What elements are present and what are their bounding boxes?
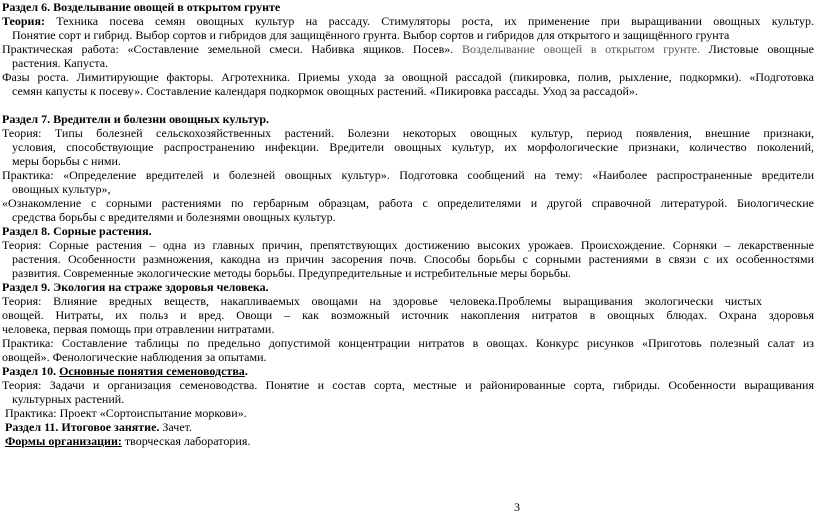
section-6-theory-line-2: Понятие сорт и гибрид. Выбор сортов и гибридов для защищённого грунта. Выбор сортов и гибридов для открытого и защищённого грунта [12,28,730,42]
section-7-heading: Раздел 7. Вредители и болезни овощных культур. [2,112,270,126]
section-8-theory-line-1: Теория: Сорные растения – одна из главных причин, препятствующих достижению высоких урожаев. Происхождение. Сорняки – лекарственные [2,238,814,252]
section-7-practice-line-2: овощных культур», [12,182,111,196]
section-6-practice-line-1: Практическая работа: «Составление земельной смеси. Набивка ящиков. Посев». Возделывание овощей в открытом грунте. Листовые овощные [2,42,815,56]
section-7-theory-line-1: Теория: Типы болезней сельскохозяйственных растений. Болезни некоторых овощных культур, период появления, внешние признаки, [2,126,814,140]
section-7-theory-line-2: условия, способствующие распространению инфекции. Вредители овощных культур, их морфологические признаки, количество поколений, [12,140,814,154]
section-9-practice-line-2: овощей». Фенологические наблюдения за опытами. [2,350,267,364]
section-6-theory-line-1: Теория: Техника посева семян овощных культур на рассаду. Стимуляторы роста, их применение при выращивании овощных культур. [2,14,814,28]
section-9-theory-line-2: овощей. Нитраты, их польз и вред. Овощи – как возможный источник накопления нитратов в овощных блюдах. Охрана здоровья [2,308,814,322]
section-8-heading: Раздел 8. Сорные растения. [2,224,152,238]
section-7-practice-line-4: средства борьбы с вредителями и болезнями овощных культур. [12,210,336,224]
section-9-heading: Раздел 9. Экология на страже здоровья человека. [2,280,269,294]
section-8-theory-line-2: растения. Особенности размножения, какодна из причин засорения почв. Способы борьбы с сорными растениями в связи с их особенностями [12,252,814,266]
section-7-practice-line-1: Практика: «Определение вредителей и болезней овощных культур». Подготовка сообщений на тему: «Наиболее распространенные вредители [2,168,814,182]
section-10-theory-line-2: культурных растений. [12,392,125,406]
section-11-heading: Раздел 11. Итоговое занятие. Зачет. [5,420,192,434]
section-10-practice: Практика: Проект «Сортоиспытание моркови». [5,406,247,420]
page-number: 3 [514,500,520,514]
section-9-theory-line-1: Теория: Влияние вредных веществ, накапливаемых овощами на здоровье человека.Проблемы выращивания экологически чистых [2,294,762,308]
section-6-heading: Раздел 6. Возделывание овощей в открытом грунте [2,0,281,14]
section-8-theory-line-3: развития. Современные экологические методы борьбы. Предупредительные и истребительные меры борьбы. [12,266,572,280]
section-6-phases-line-2: семян капусты к посеву». Составление календаря подкормок овощных растений. «Пикировка рассады. Уход за рассадой». [12,84,638,98]
section-6-practice-line-2: растения. Капуста. [12,56,109,70]
section-9-theory-line-3: человека, первая помощь при отравлении нитратами. [2,322,275,336]
section-10-heading: Раздел 10. Основные понятия семеноводства. [2,364,248,378]
section-7-theory-line-3: меры борьбы с ними. [12,154,121,168]
forms-of-organization: Формы организации: творческая лаборатория. [5,434,251,448]
section-10-theory-line-1: Теория: Задачи и организация семеноводства. Понятие и состав сорта, местные и районированные сорта, гибриды. Особенности выращивания [2,378,814,392]
section-6-phases-line-1: Фазы роста. Лимитирующие факторы. Агротехника. Приемы ухода за овощной рассадой (пикировка, полив, рыхление, подкормки). «Подготовка [2,70,814,84]
section-9-practice-line-1: Практика: Составление таблицы по предельно допустимой концентрации нитратов в овощах. Конкурс рисунков «Приготовь полезный салат из [2,336,814,350]
section-7-practice-line-3: «Ознакомление с сорными растениями по гербарным образцам, работа с определителями и другой справочной литературой. Биологические [2,196,814,210]
